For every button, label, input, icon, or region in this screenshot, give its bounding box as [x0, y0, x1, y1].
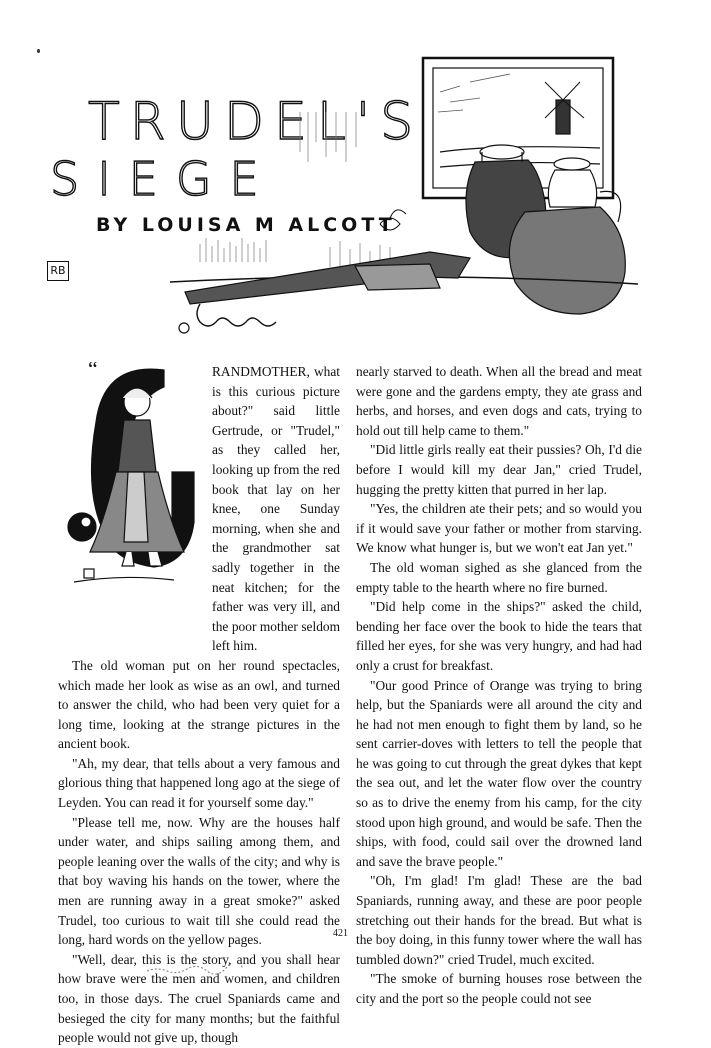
- paragraph: "Please tell me, now. Why are the houses half under water, and ships sailing among them, and people leaning over the walls of the city; and why is that boy waving his hands on the tower, where the men are running away in a great smoke?" asked Trudel, too curious to wait till she could read the long, hard words on the yellow pages.: [58, 814, 340, 948]
- paragraph: The old woman sighed as she glanced from the empty table to the hearth where no fire burned.: [356, 559, 642, 595]
- paragraph: "Our good Prince of Orange was trying to bring help, but the Spaniards were all around the city and he had not men enough to fight them by land, so he sent carrier-doves with letters to tell the people that he was going to cut through the great dykes that kept the sea out, and let the water flow over the country so as to drive the enemy from his camp, for the city stood upon high ground, and would be safe. Then the ships, with food, could sail over the drowned land and save the brave people.": [356, 677, 642, 869]
- paragraph: "Oh, I'm glad! I'm glad! These are the bad Spaniards, running away, and these are poor people stretching out their hands for the bread. But what is the boy doing, in this funny tower where the wall has tumbled down?" cried Trudel, much excited.: [356, 873, 642, 967]
- paragraph: "Did help come in the ships?" asked the child, bending her face over the book to hide the tears that filled her eyes, for she was very hungry, and had had only a crust for breakfast.: [356, 599, 642, 673]
- first-paragraph: RANDMOTHER, what is this curious picture about?" said little Gertrude, or "Trudel," as they called her, looking up from the red book that lay on her knee, one Sunday morning, when she and the grandmother sat sadly together in the neat kitchen; for the father was very ill, and the poor mother seldom left him.: [212, 364, 340, 654]
- text-column-right: [356, 362, 642, 1009]
- scan-smudge: [145, 963, 245, 977]
- ink-speck: [37, 49, 40, 53]
- paragraph: The old woman put on her round spectacles, which made her look as wise as an owl, and turned to answer the child, who had been very quiet for a long time, looking at the strange pictures in the ancient book.: [58, 657, 340, 752]
- paragraph: nearly starved to death. When all the bread and meat were gone and the gardens empty, they ate grass and herbs, and horses, and even dogs and cats, trying to hold out till help came to them.": [356, 364, 642, 438]
- story-title-line1: TRUDEL'S: [88, 92, 424, 152]
- paragraph: "Yes, the children ate their pets; and so would you if it would save your father or mother from starving. We know what hunger is, but we won't eat Jan yet.": [356, 501, 642, 556]
- svg-text:“: “: [88, 362, 98, 381]
- paragraph: "Did little girls really eat their pussies? Oh, I'd die before I would kill my dear Jan," cried Trudel, hugging the pretty kitten that purred in her lap.: [356, 442, 642, 497]
- text-column-left: [58, 362, 340, 1048]
- paragraph: "The smoke of burning houses rose between the city and the port so the people could not see: [356, 971, 642, 1006]
- chain-icon: [197, 304, 276, 326]
- byline: BY LOUISA M ALCOTT: [96, 214, 396, 236]
- large-jug-icon: [509, 207, 625, 314]
- monogram-icon: RB: [47, 261, 69, 281]
- header-illustration: [140, 52, 640, 352]
- page-number: 421: [333, 928, 348, 939]
- story-title-line2: SIEGE: [50, 152, 277, 206]
- paragraph: "Well, dear, this is the story, and you shall hear how brave were the men and women, and children too, in those days. The cruel Spaniards came and besieged the city for many months; but the faithful people would not give up, though: [58, 951, 340, 1046]
- paragraph: "Ah, my dear, that tells about a very famous and glorious thing that happened long ago at the siege of Leyden. You can read it for yourself some day.": [58, 755, 340, 811]
